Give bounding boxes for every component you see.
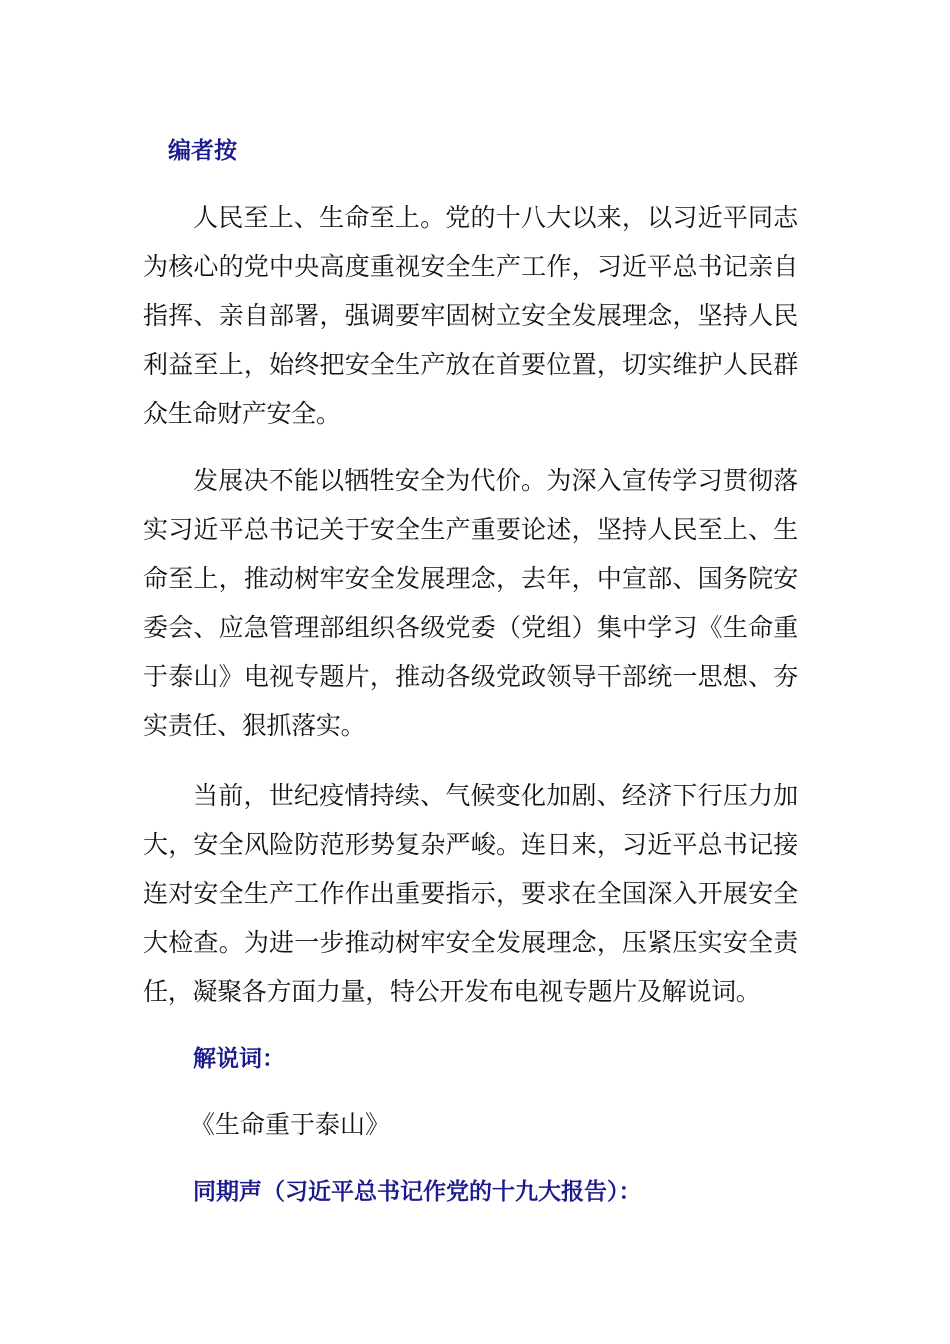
editor-note-paragraph-1: 人民至上、生命至上。党的十八大以来，以习近平同志为核心的党中央高度重视安全生产工作，习近平总书记亲自指挥、亲自部署，强调要牢固树立安全发展理念，坚持人民利益至上，始终把安全生产放在首要位置，切实维护人民群众生命财产安全。 [143, 203, 798, 428]
sync-sound-label: 同期声（习近平总书记作党的十九大报告）： [193, 1179, 642, 1205]
editor-note-title: 编者按 [168, 138, 237, 164]
editor-note-paragraph-3: 当前，世纪疫情持续、气候变化加剧、经济下行压力加大，安全风险防范形势复杂严峻。连日来，习近平总书记接连对安全生产工作作出重要指示，要求在全国深入开展安全大检查。为进一步推动树牢安全发展理念，压紧压实安全责任，凝聚各方面力量，特公开发布电视专题片及解说词。 [143, 781, 798, 1006]
narration-label: 解说词： [193, 1046, 285, 1072]
editor-note-paragraph-2: 发展决不能以牺牲安全为代价。为深入宣传学习贯彻落实习近平总书记关于安全生产重要论述，坚持人民至上、生命至上，推动树牢安全发展理念，去年，中宣部、国务院安委会、应急管理部组织各级党委（党组）集中学习《生命重于泰山》电视专题片，推动各级党政领导干部统一思想、夯实责任、狠抓落实。 [143, 466, 798, 740]
film-title: 《生命重于泰山》 [190, 1110, 391, 1139]
